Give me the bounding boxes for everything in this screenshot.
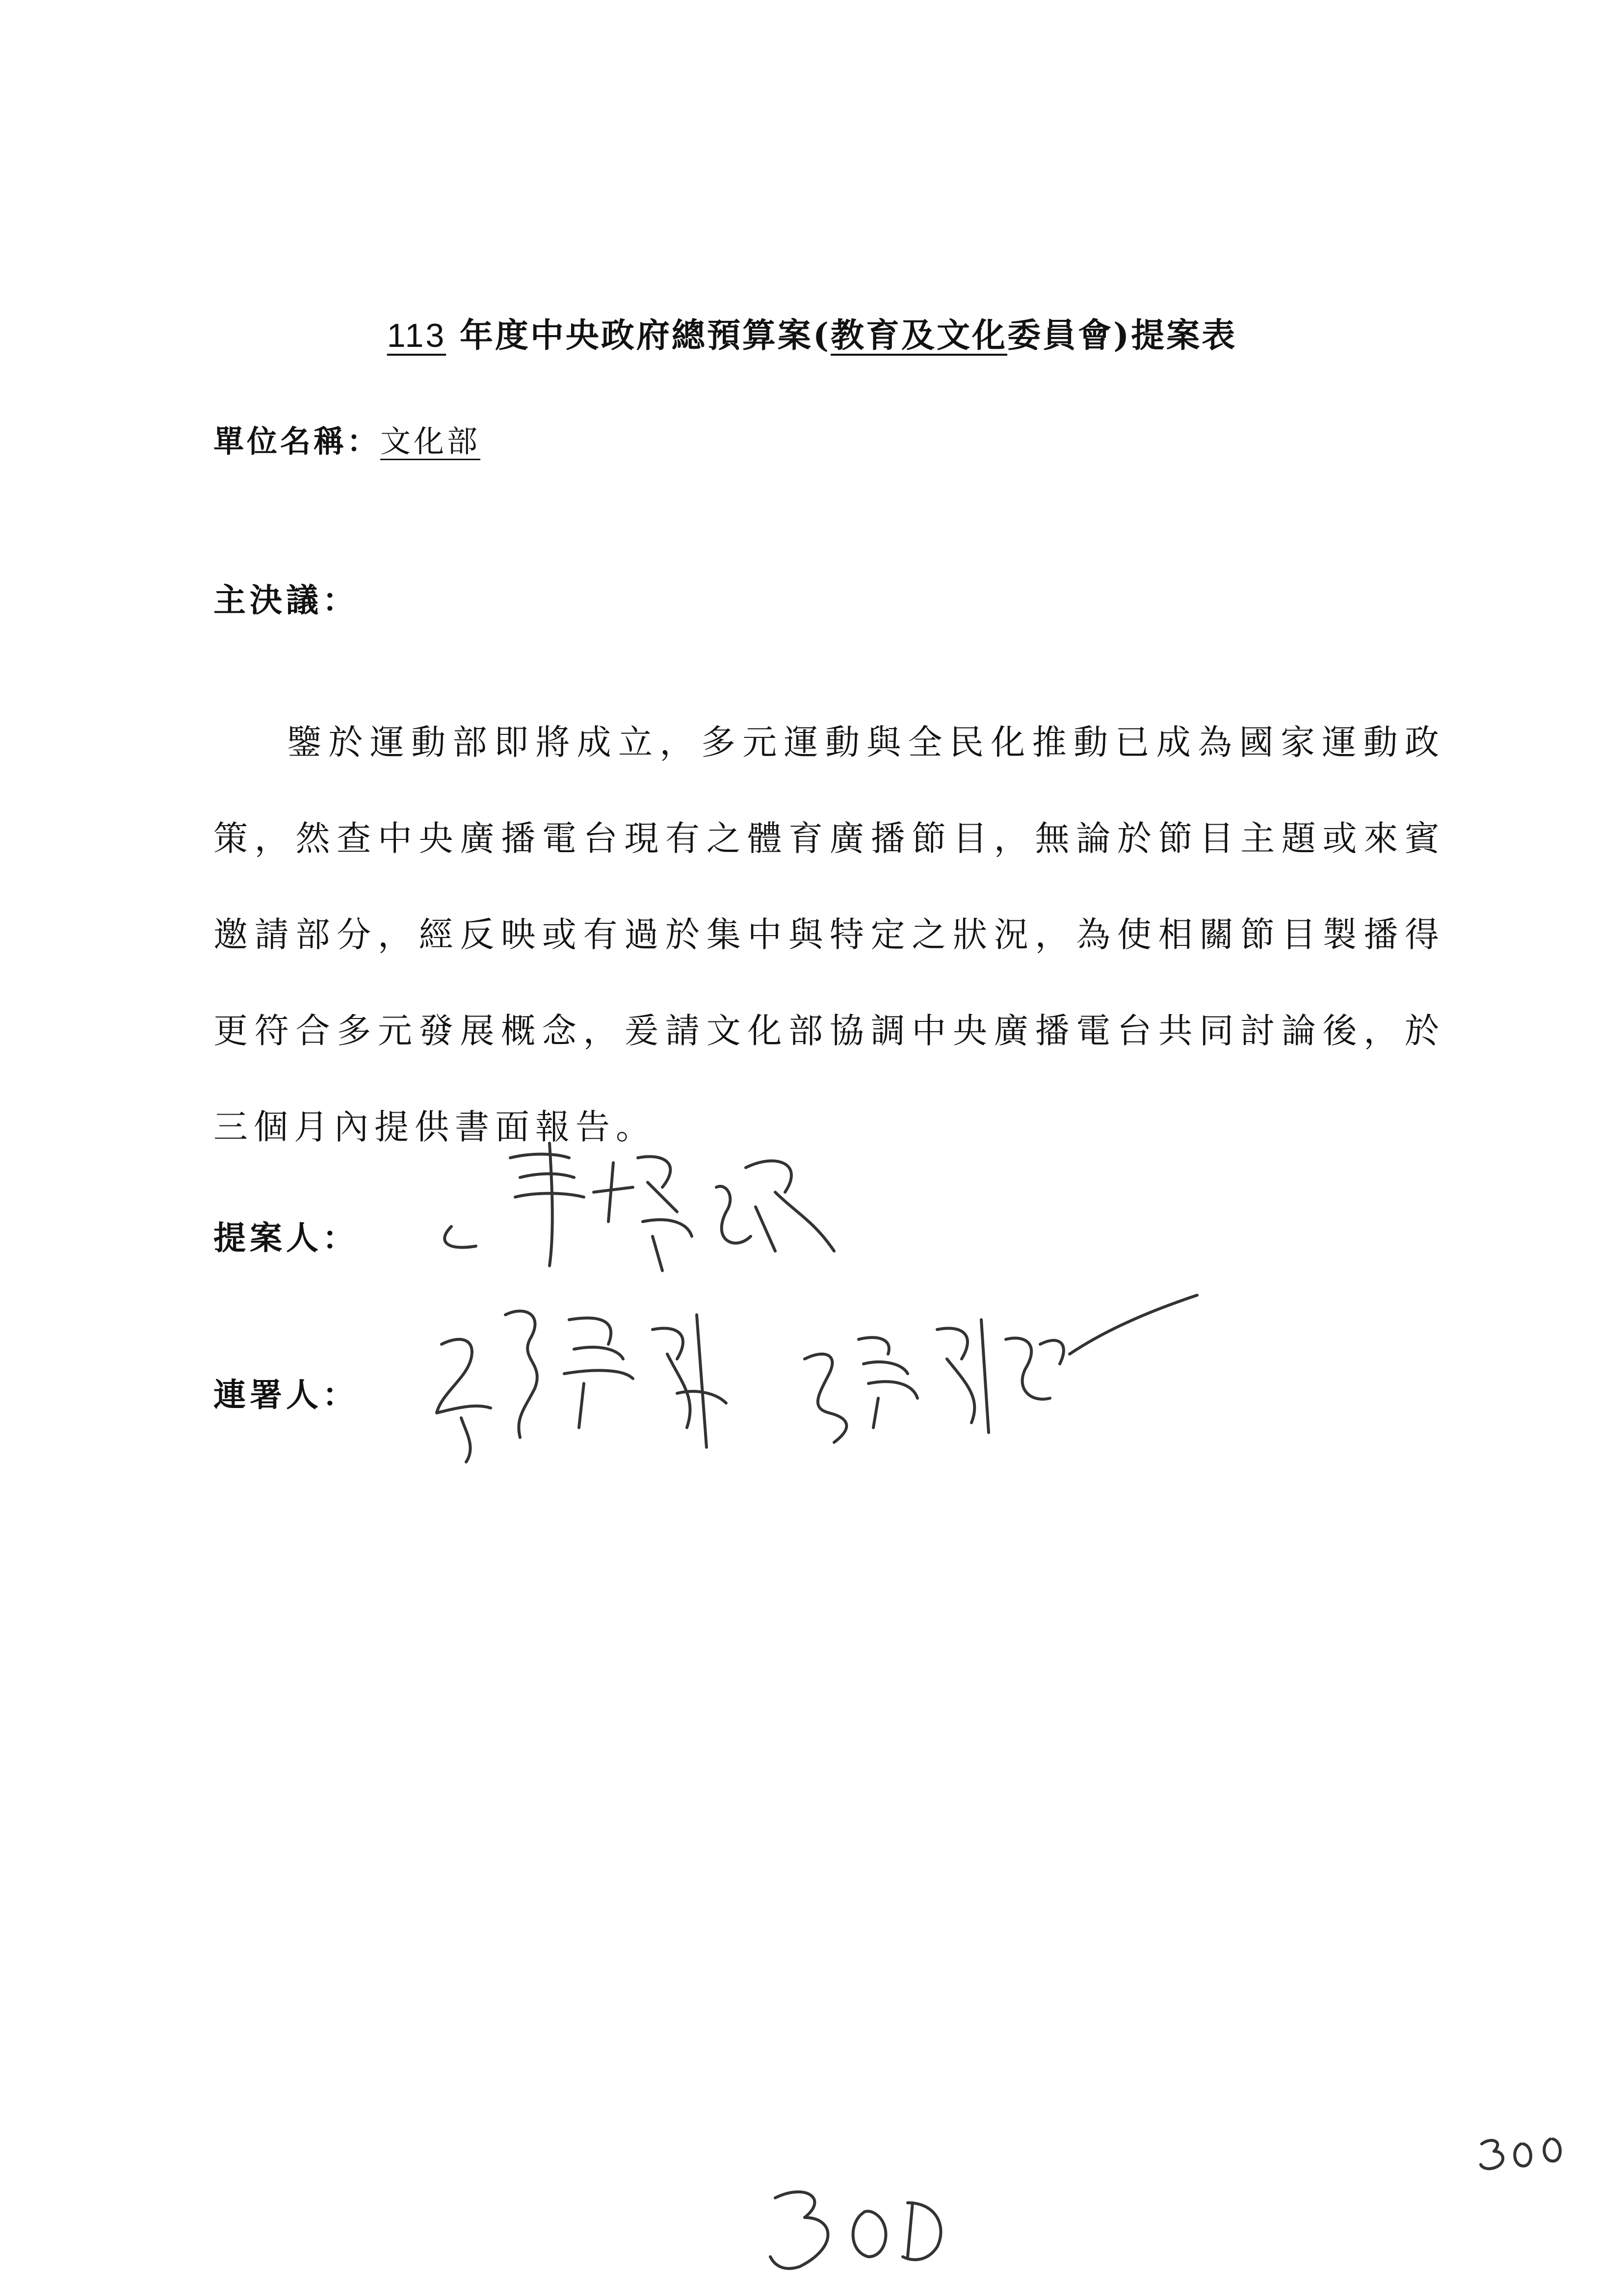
title-part2: 委員會)提案表 [1007,316,1237,355]
unit-line [213,417,480,461]
proposer-label: 提案人： [213,1219,359,1257]
resolution-heading: 主決議： [213,581,359,619]
page-title [0,309,1624,357]
page-number-right [1472,2119,1580,2178]
title-part1: 年度中央政府總預算案( [459,316,831,355]
title-committee: 教育及文化 [831,316,1008,355]
cosigner-signature-2 [795,1285,1227,1462]
title-year: 113 [387,317,446,354]
page-number-center [756,2168,962,2281]
cosigner-signature-1 [422,1285,854,1491]
cosigners-label: 連署人： [213,1376,359,1414]
unit-label: 單位名稱： [213,423,381,459]
unit-value: 文化部 [380,423,481,459]
proposer-signature [432,1123,864,1285]
resolution-body: 鑒於運動部即將成立，多元運動與全民化推動已成為國家運動政策，然查中央廣播電台現有之體育廣播節目，無論於節目主題或來賓邀請部分，經反映或有過於集中與特定之狀況，為使相關節目製播得更符合多元發展概念，爰請文化部協調中央廣播電台共同討論後，於三個月內提供書面報告。 [213,722,1445,1147]
